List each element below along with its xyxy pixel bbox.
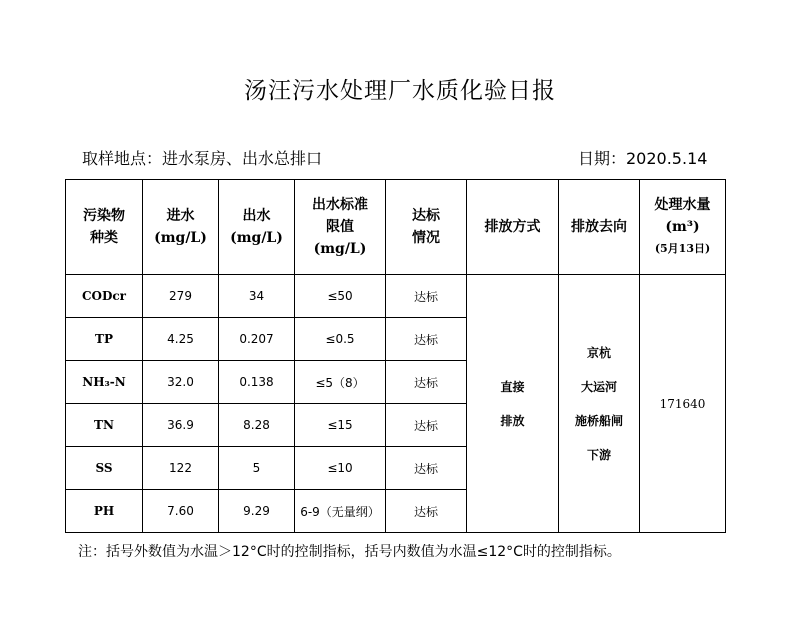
- influent-cell: 122: [143, 447, 219, 490]
- table-row: [66, 275, 726, 318]
- discharge-direction-cell: [559, 275, 640, 533]
- standard-cell: 6-9（无量纲）: [295, 490, 386, 533]
- standard-cell: ≤15: [295, 404, 386, 447]
- effluent-cell: 8.28: [219, 404, 295, 447]
- effluent-cell: 5: [219, 447, 295, 490]
- header-standard: [295, 180, 386, 275]
- header-volume-line: 处理水量: [654, 197, 711, 213]
- report-date: 日期：2020.5.14: [578, 149, 708, 168]
- header-standard-line: 限值: [326, 219, 354, 235]
- standard-cell: ≤5（8）: [295, 361, 386, 404]
- header-effluent-line: (mg/L): [230, 230, 283, 246]
- header-compliance-line: 情况: [412, 230, 440, 246]
- header-influent-line: (mg/L): [154, 230, 207, 246]
- header-effluent-line: 出水: [242, 208, 271, 224]
- header-discharge-method: 排放方式: [467, 180, 559, 275]
- status-cell: 达标: [386, 361, 467, 404]
- pollutant-cell: TN: [66, 404, 143, 447]
- header-pollutant-line: 种类: [90, 230, 118, 246]
- header-standard-line: (mg/L): [313, 241, 367, 257]
- standard-cell: ≤50: [295, 275, 386, 318]
- discharge-direction-line: 京杭: [586, 345, 611, 360]
- pollutant-cell: PH: [66, 490, 143, 533]
- header-effluent: [219, 180, 295, 275]
- header-discharge-direction: 排放去向: [559, 180, 640, 275]
- sampling-location: 取样地点：进水泵房、出水总排口: [82, 149, 323, 168]
- influent-cell: 32.0: [143, 361, 219, 404]
- discharge-method-line: 直接: [500, 379, 525, 394]
- water-quality-table: [65, 179, 726, 533]
- discharge-direction-line: 下游: [586, 447, 611, 462]
- effluent-cell: 0.138: [219, 361, 295, 404]
- status-cell: 达标: [386, 404, 467, 447]
- status-cell: 达标: [386, 318, 467, 361]
- header-volume-line: (m³): [665, 219, 700, 235]
- header-influent: [143, 180, 219, 275]
- pollutant-cell: TP: [66, 318, 143, 361]
- influent-cell: 36.9: [143, 404, 219, 447]
- header-standard-line: 出水标准: [312, 197, 368, 213]
- pollutant-cell: CODcr: [66, 275, 143, 318]
- header-volume-line: (5月13日): [654, 242, 711, 255]
- status-cell: 达标: [386, 447, 467, 490]
- standard-cell: ≤10: [295, 447, 386, 490]
- influent-cell: 279: [143, 275, 219, 318]
- discharge-method-line: 排放: [500, 413, 525, 428]
- influent-cell: 7.60: [143, 490, 219, 533]
- pollutant-cell: SS: [66, 447, 143, 490]
- header-volume: [640, 180, 726, 275]
- effluent-cell: 34: [219, 275, 295, 318]
- header-compliance-line: 达标: [412, 208, 440, 224]
- header-pollutant-line: 污染物: [83, 208, 125, 224]
- effluent-cell: 0.207: [219, 318, 295, 361]
- effluent-cell: 9.29: [219, 490, 295, 533]
- footnote: 注：括号外数值为水温＞12°C时的控制指标，括号内数值为水温≤12°C时的控制指标。: [78, 544, 621, 560]
- discharge-direction-line: 大运河: [580, 379, 617, 394]
- treated-volume-value: 171640: [640, 275, 726, 533]
- report-title: 汤汪污水处理厂水质化验日报: [244, 78, 556, 104]
- status-cell: 达标: [386, 275, 467, 318]
- discharge-method-cell: [467, 275, 559, 533]
- influent-cell: 4.25: [143, 318, 219, 361]
- discharge-direction-line: 施桥船闸: [574, 413, 623, 428]
- header-influent-line: 进水: [166, 208, 195, 224]
- header-pollutant: [66, 180, 143, 275]
- pollutant-cell: NH₃-N: [66, 361, 143, 404]
- standard-cell: ≤0.5: [295, 318, 386, 361]
- status-cell: 达标: [386, 490, 467, 533]
- table-header-row: [66, 180, 726, 275]
- header-compliance: [386, 180, 467, 275]
